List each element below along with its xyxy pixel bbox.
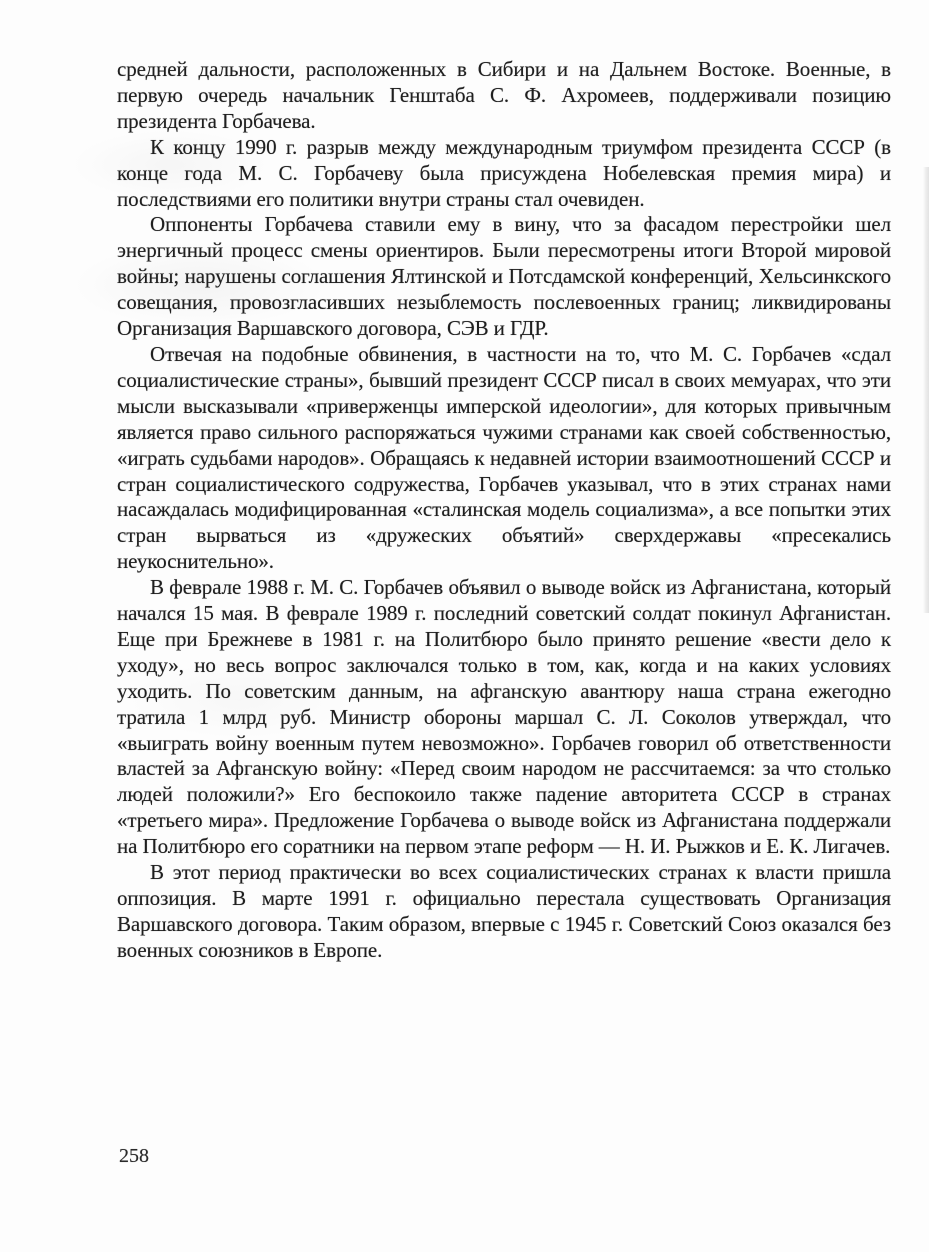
body-paragraph: В феврале 1988 г. М. С. Горбачев объявил о выводе войск из Афганистана, который начался 15 мая. В феврале 1989 г. последний советский солдат покинул Афганистан. Еще при Брежневе в 1981 г. на Политбюро было принято решение «вести дело к уходу», но весь вопрос заключался только в том, как, когда и на каких условиях уходить. По советским данным, на афганскую авантюру наша страна ежегодно тратила 1 млрд руб. Министр обороны маршал С. Л. Соколов утверждал, что «выиграть войну военным путем невозможно». Горбачев говорил об ответственности властей за Афганскую войну: «Перед своим народом не рассчитаемся: за что столько людей положили?» Его беспокоило также падение авторитета СССР в странах «третьего мира». Предложение Горбачева о выводе войск из Афганистана поддержали на Политбюро его соратники на первом этапе реформ — Н. И. Рыжков и Е. К. Лигачев.	[117, 575, 891, 859]
body-paragraph: Оппоненты Горбачева ставили ему в вину, что за фасадом перестройки шел энергичный процесс смены ориентиров. Были пересмотрены итоги Второй мировой войны; нарушены соглашения Ялтинской и Потсдамской конференций, Хельсинкского совещания, провозгласивших незыблемость послевоенных границ; ликвидированы Организация Варшавского договора, СЭВ и ГДР.	[117, 212, 891, 341]
page-text-block	[117, 57, 891, 964]
body-paragraph: К концу 1990 г. разрыв между международным триумфом президента СССР (в конце года М. С. Горбачеву была присуждена Нобелевская премия мира) и последствиями его политики внутри страны стал очевиден.	[117, 134, 891, 211]
body-paragraph: средней дальности, расположенных в Сибири и на Дальнем Востоке. Военные, в первую очередь начальник Генштаба С. Ф. Ахромеев, поддерживали позицию президента Горбачева.	[117, 57, 891, 133]
page-number: 258	[119, 1145, 149, 1167]
body-paragraph: В этот период практически во всех социалистических странах к власти пришла оппозиция. В марте 1991 г. официально перестала существовать Организация Варшавского договора. Таким образом, впервые с 1945 г. Советский Союз оказался без военных союзников в Европе.	[117, 860, 891, 962]
body-paragraph: Отвечая на подобные обвинения, в частности на то, что М. С. Горбачев «сдал социалистические страны», бывший президент СССР писал в своих мемуарах, что эти мысли высказывали «приверженцы имперской идеологии», для которых привычным является право сильного распоряжаться чужими странами как своей собственностью, «играть судьбами народов». Обращаясь к недавней истории взаимоотношений СССР и стран социалистического содружества, Горбачев указывал, что в этих странах нами насаждалась модифицированная «сталинская модель социализма», а все попытки этих стран вырваться из «дружеских объятий» сверхдержавы «пресекались неукоснительно».	[117, 341, 891, 574]
scan-edge-shadow-right	[923, 167, 929, 613]
